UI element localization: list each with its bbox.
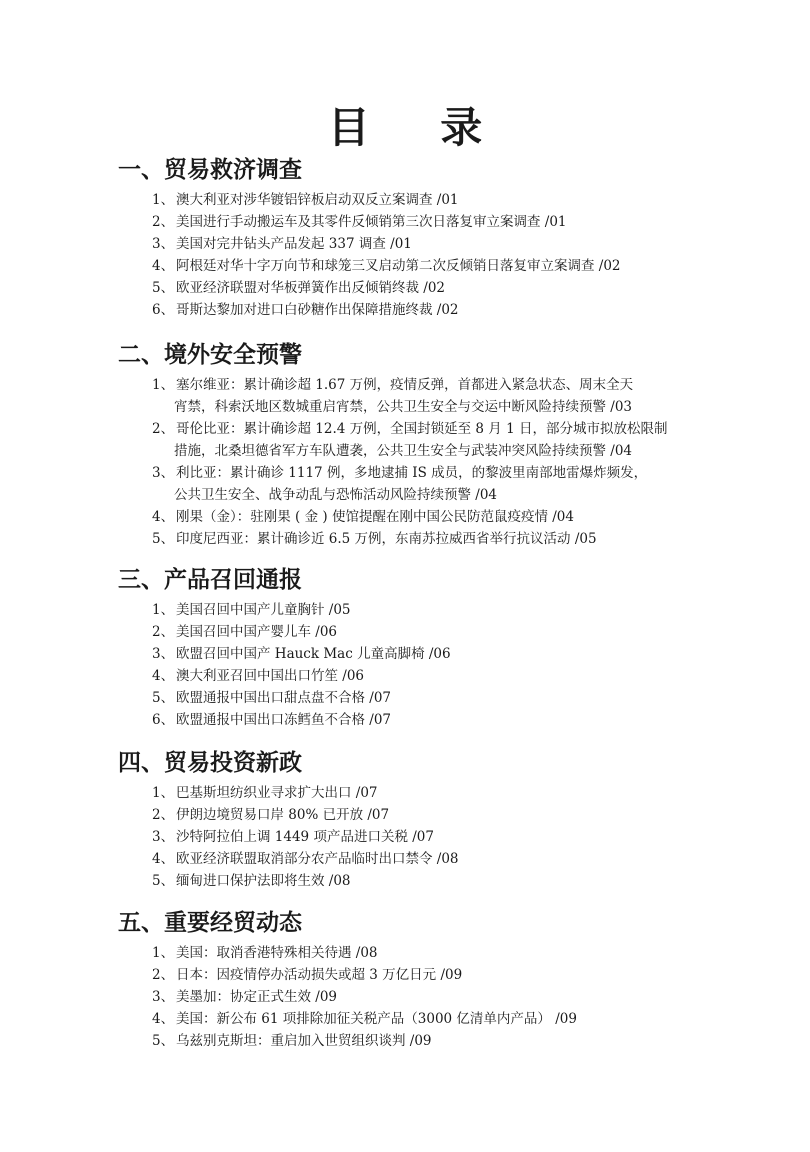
entry-number: 4、 <box>152 668 175 684</box>
section-heading: 一、贸易救济调查 <box>118 156 302 183</box>
entry-text: 阿根廷对华十字万向节和球笼三叉启动第二次反倾销日落复审立案调查 /02 <box>176 258 621 274</box>
entry-text: 日本：因疫情停办活动损失或超 3 万亿日元 /09 <box>176 967 463 983</box>
entry-number: 2、 <box>152 624 175 640</box>
entry-text: 澳大利亚对涉华镀铝锌板启动双反立案调查 /01 <box>176 192 459 208</box>
entry-number: 4、 <box>152 509 175 525</box>
entry-text: 欧盟通报中国出口甜点盘不合格 /07 <box>176 690 392 706</box>
entry-text: 刚果（金）：驻刚果 ( 金 ) 使馆提醒在刚中国公民防范鼠疫疫情 /04 <box>176 509 574 525</box>
toc-entry[interactable] <box>152 299 692 321</box>
entry-number: 1、 <box>152 785 175 801</box>
toc-entry[interactable] <box>152 599 692 621</box>
entry-number: 5、 <box>152 690 175 706</box>
toc-entry[interactable] <box>152 665 692 687</box>
entry-text: 欧亚经济联盟取消部分农产品临时出口禁令 /08 <box>176 851 459 867</box>
entry-text: 美国：新公布 61 项排除加征关税产品（3000 亿清单内产品） /09 <box>176 1011 577 1027</box>
toc-entry[interactable] <box>152 687 692 709</box>
entry-text: 欧亚经济联盟对华板弹簧作出反倾销终裁 /02 <box>176 280 446 296</box>
toc-entry[interactable] <box>152 643 692 665</box>
toc-entry[interactable] <box>152 277 692 299</box>
entry-text: 美墨加：协定正式生效 /09 <box>176 989 338 1005</box>
entry-text: 澳大利亚召回中国出口竹笙 /06 <box>176 668 365 684</box>
section-heading: 二、境外安全预警 <box>118 341 302 368</box>
entry-text: 美国召回中国产婴儿车 /06 <box>176 624 338 640</box>
toc-entry[interactable] <box>152 964 692 986</box>
toc-entry[interactable] <box>152 374 692 418</box>
entry-number: 3、 <box>152 829 175 845</box>
entry-number: 3、 <box>152 465 175 481</box>
entry-number: 1、 <box>152 192 175 208</box>
entry-text: 哥斯达黎加对进口白砂糖作出保障措施终裁 /02 <box>176 302 459 318</box>
toc-entry[interactable] <box>152 709 692 731</box>
entry-number: 5、 <box>152 280 175 296</box>
toc-entry[interactable] <box>152 255 692 277</box>
page-title: 目 录 <box>327 103 511 152</box>
toc-entry[interactable] <box>152 462 692 506</box>
entry-number: 1、 <box>152 945 175 961</box>
entry-text: 欧盟召回中国产 Hauck Mac 儿童高脚椅 /06 <box>176 646 451 662</box>
entry-text: 乌兹别克斯坦：重启加入世贸组织谈判 /09 <box>176 1033 432 1049</box>
entry-number: 4、 <box>152 1011 175 1027</box>
entry-number: 2、 <box>152 421 175 437</box>
toc-entry[interactable] <box>152 870 692 892</box>
toc-entry[interactable] <box>152 804 692 826</box>
entry-number: 5、 <box>152 1033 175 1049</box>
entry-number: 3、 <box>152 989 175 1005</box>
section-heading: 三、产品召回通报 <box>118 566 302 593</box>
entry-number: 3、 <box>152 236 175 252</box>
toc-entry[interactable] <box>152 211 692 233</box>
entry-text: 缅甸进口保护法即将生效 /08 <box>176 873 351 889</box>
entry-text: 印度尼西亚：累计确诊近 6.5 万例，东南苏拉威西省举行抗议活动 /05 <box>176 531 597 547</box>
toc-entry[interactable] <box>152 233 692 255</box>
entry-number: 2、 <box>152 214 175 230</box>
entry-number: 6、 <box>152 302 175 318</box>
entry-text: 巴基斯坦纺织业寻求扩大出口 /07 <box>176 785 378 801</box>
entry-text: 利比亚：累计确诊 1117 例，多地逮捕 IS 成员，的黎波里南部地雷爆炸频发， <box>176 465 648 481</box>
toc-entry[interactable] <box>152 418 692 462</box>
entry-text-continued: 公共卫生安全、战争动乱与恐怖活动风险持续预警 /04 <box>174 487 498 503</box>
toc-entry[interactable] <box>152 1030 692 1052</box>
entry-number: 1、 <box>152 602 175 618</box>
section-heading: 四、贸易投资新政 <box>118 749 302 776</box>
entry-number: 5、 <box>152 873 175 889</box>
entry-number: 2、 <box>152 967 175 983</box>
entry-text: 哥伦比亚：累计确诊超 12.4 万例，全国封锁延至 8 月 1 日，部分城市拟放松限制 <box>176 421 668 437</box>
toc-entry[interactable] <box>152 506 692 528</box>
entry-number: 3、 <box>152 646 175 662</box>
toc-entry[interactable] <box>152 528 692 550</box>
entry-text: 伊朗边境贸易口岸 80% 已开放 /07 <box>176 807 390 823</box>
toc-entry[interactable] <box>152 189 692 211</box>
entry-number: 4、 <box>152 851 175 867</box>
entry-number: 1、 <box>152 377 175 393</box>
entry-text: 塞尔维亚：累计确诊超 1.67 万例，疫情反弹，首都进入紧急状态、周末全天 <box>176 377 634 393</box>
entry-text: 美国召回中国产儿童胸针 /05 <box>176 602 351 618</box>
entry-text-continued: 措施，北桑坦德省军方车队遭袭，公共卫生安全与武装冲突风险持续预警 /04 <box>174 443 633 459</box>
toc-entry[interactable] <box>152 826 692 848</box>
entry-number: 2、 <box>152 807 175 823</box>
entry-number: 4、 <box>152 258 175 274</box>
entry-number: 5、 <box>152 531 175 547</box>
toc-entry[interactable] <box>152 848 692 870</box>
toc-entry[interactable] <box>152 621 692 643</box>
section-heading: 五、重要经贸动态 <box>118 909 302 936</box>
toc-entry[interactable] <box>152 1008 692 1030</box>
entry-text: 美国对完井钻头产品发起 337 调查 /01 <box>176 236 412 252</box>
entry-text: 美国进行手动搬运车及其零件反倾销第三次日落复审立案调查 /01 <box>176 214 567 230</box>
entry-text: 美国：取消香港特殊相关待遇 /08 <box>176 945 378 961</box>
entry-text-continued: 宵禁，科索沃地区数城重启宵禁，公共卫生安全与交运中断风险持续预警 /03 <box>174 399 633 415</box>
entry-number: 6、 <box>152 712 175 728</box>
toc-entry[interactable] <box>152 782 692 804</box>
toc-entry[interactable] <box>152 986 692 1008</box>
entry-text: 沙特阿拉伯上调 1449 项产品进口关税 /07 <box>176 829 434 845</box>
entry-text: 欧盟通报中国出口冻鳕鱼不合格 /07 <box>176 712 392 728</box>
toc-entry[interactable] <box>152 942 692 964</box>
